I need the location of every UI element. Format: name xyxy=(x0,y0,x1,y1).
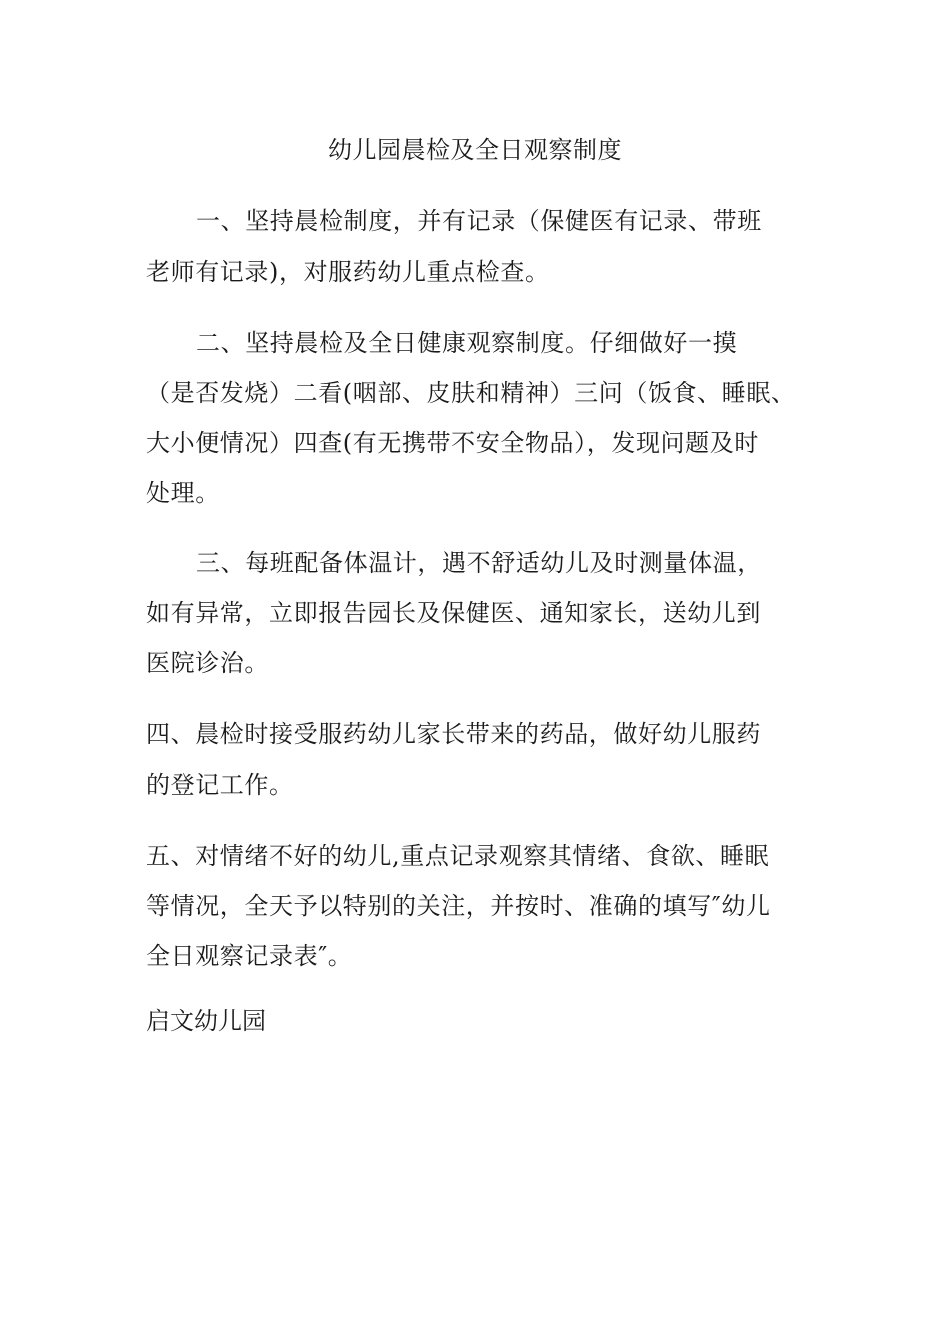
paragraph-5-line-3: 全日观察记录表″。 xyxy=(146,942,353,970)
paragraph-4-line-1: 四、晨检时接受服药幼儿家长带来的药品，做好幼儿服药 xyxy=(146,720,761,748)
paragraph-1-line-2: 老师有记录)，对服药幼儿重点检查。 xyxy=(146,258,550,286)
document-title: 幼儿园晨检及全日观察制度 xyxy=(328,136,622,164)
signature: 启文幼儿园 xyxy=(146,1007,266,1035)
paragraph-3-line-2: 如有异常，立即报告园长及保健医、通知家长，送幼儿到 xyxy=(146,599,761,627)
paragraph-3-line-1: 三、每班配备体温计，遇不舒适幼儿及时测量体温， xyxy=(196,549,762,577)
paragraph-1-line-1: 一、坚持晨检制度，并有记录（保健医有记录、带班 xyxy=(196,207,762,235)
paragraph-2-line-3: 大小便情况）四查(有无携带不安全物品），发现问题及时 xyxy=(146,429,759,457)
paragraph-2-line-4: 处理。 xyxy=(146,479,220,507)
paragraph-3-line-3: 医院诊治。 xyxy=(146,649,269,677)
paragraph-4-line-2: 的登记工作。 xyxy=(146,771,294,799)
paragraph-5-line-2: 等情况，全天予以特别的关注，并按时、准确的填写″幼儿 xyxy=(146,892,771,920)
paragraph-5-line-1: 五、对情绪不好的幼儿,重点记录观察其情绪、食欲、睡眠 xyxy=(146,842,770,870)
paragraph-2-line-2: （是否发烧）二看(咽部、皮肤和精神）三问（饭食、睡眠、 xyxy=(146,379,796,407)
paragraph-2-line-1: 二、坚持晨检及全日健康观察制度。仔细做好一摸 xyxy=(196,329,738,357)
